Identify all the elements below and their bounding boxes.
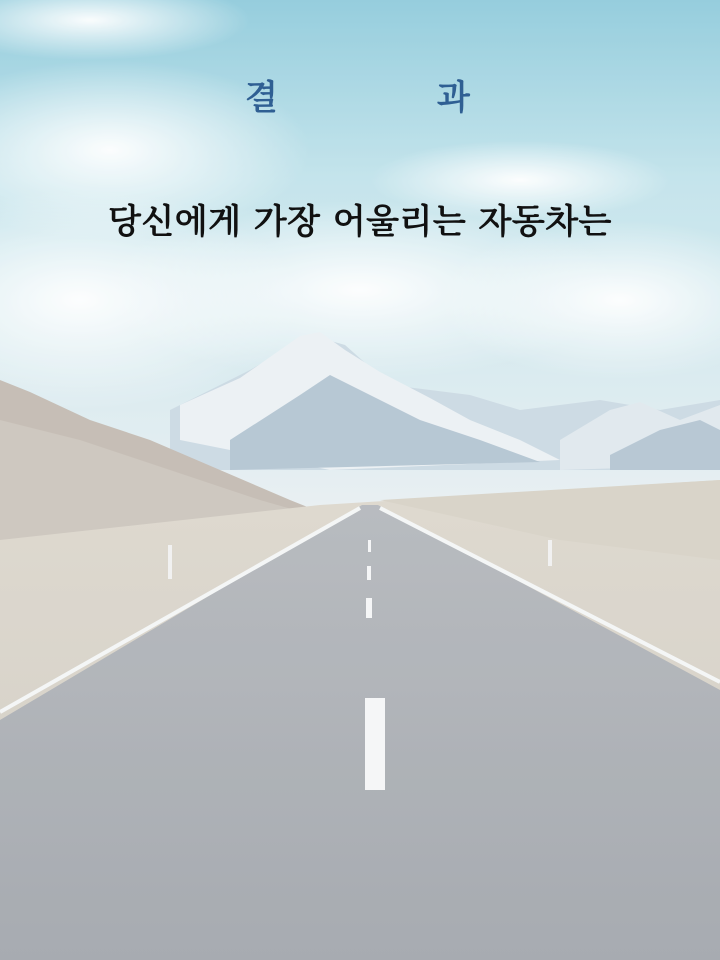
result-title-char: 과 bbox=[437, 78, 470, 118]
result-title-char: 결 bbox=[245, 78, 278, 118]
result-title bbox=[0, 68, 720, 128]
result-subtitle: 당신에게 가장 어울리는 자동차는 bbox=[108, 202, 612, 242]
